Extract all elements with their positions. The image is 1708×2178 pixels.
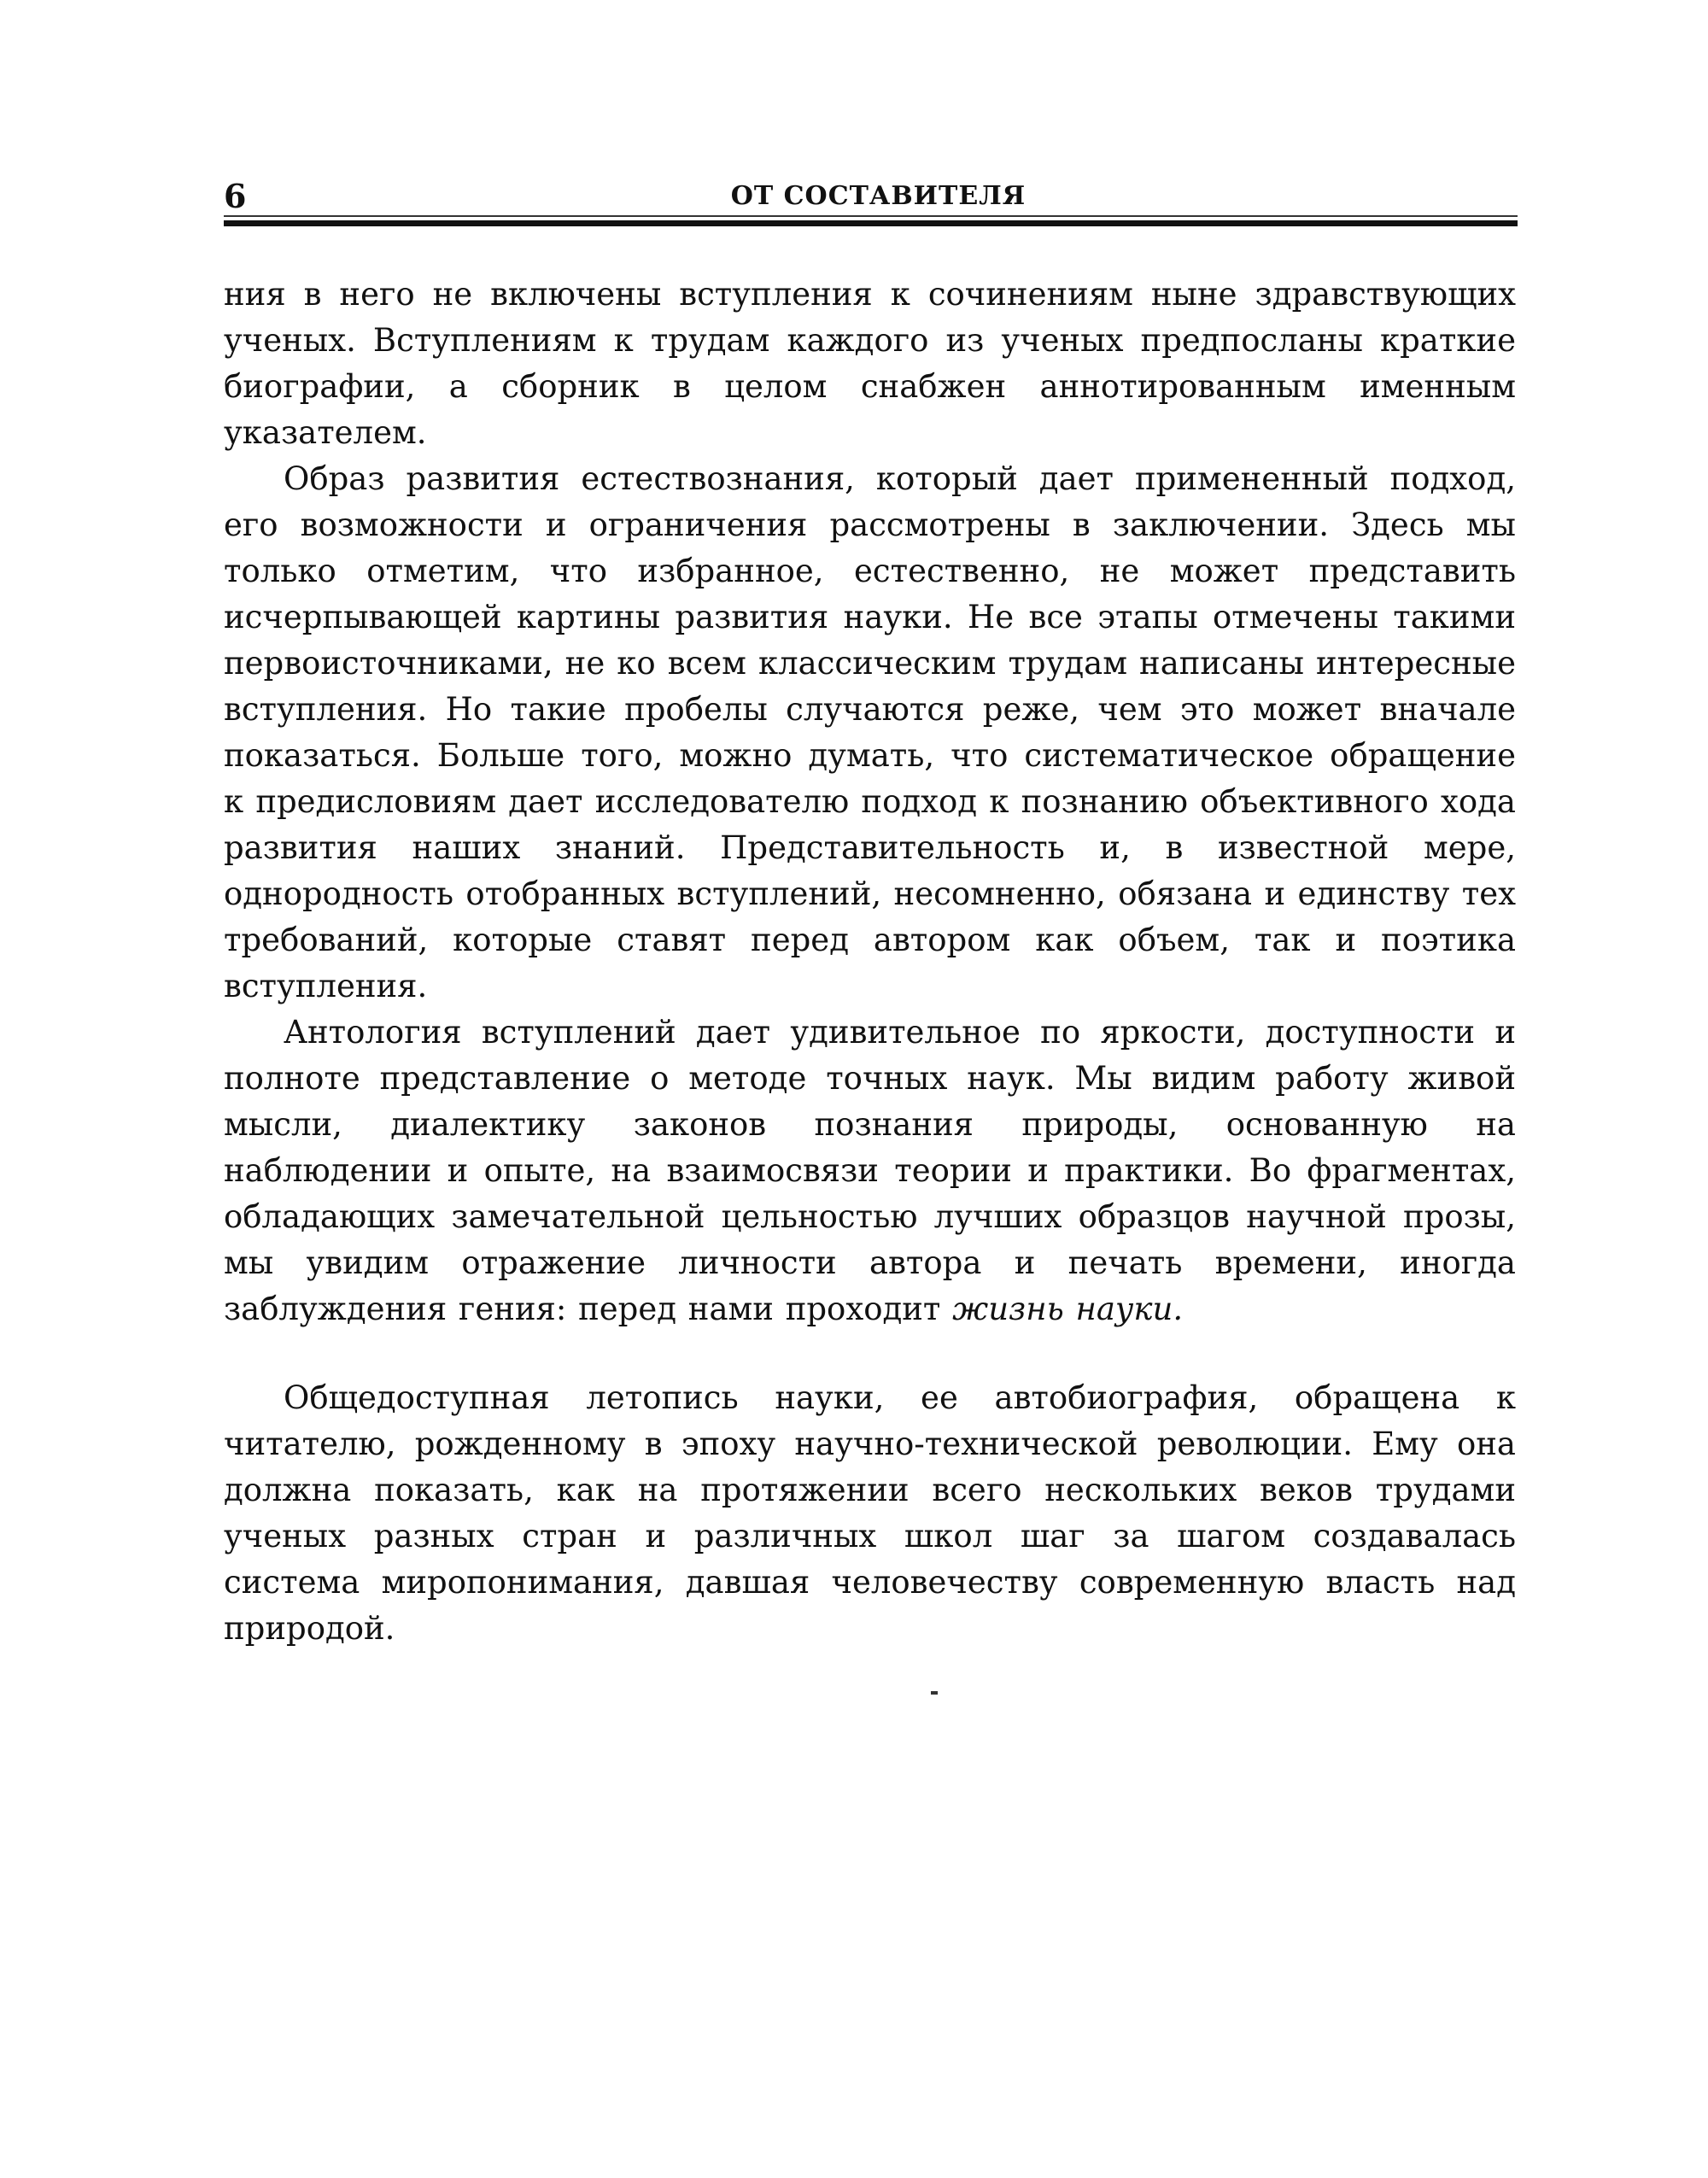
- print-speck: [931, 1691, 938, 1695]
- paragraph-natural-science-image: Образ развития естествознания, который дает примененный подход, его возможности и ограничения рассмотрены в заключении. Здесь мы только отметим, что избранное, естественно, не может представить исчерпывающей картины развития науки. Не все этапы отмечены такими первоисточниками, не ко всем классическим трудам написаны интересные вступления. Но такие пробелы случаются реже, чем это может вначале показаться. Больше того, можно думать, что систематическое обращение к предисловиям дает исследователю подход к познанию объективного хода развития наших знаний. Представительность и, в известной мере, однородность отобранных вступлений, несомненно, обязана и единству тех требований, которые ставят перед автором как объем, так и поэтика вступления.: [224, 460, 1516, 1004]
- running-head-title: ОТ СОСТАВИТЕЛЯ: [730, 181, 1027, 211]
- paragraph-anthology: [224, 1010, 1516, 1332]
- header-rule: [224, 220, 1518, 226]
- paragraph-anthology-text: Антология вступлений дает удивительное по яркости, доступности и полноте представление о методе точных наук. Мы видим работу живой мысли, диалектику законов познания природы, основанную на наблюдении и опыте, на взаимосвязи теории и практики. Во фрагментах, обладающих замечательной цельностью лучших образцов научной прозы, мы увидим отражение личности автора и печать времени, иногда заблуждения гения: перед нами проходит: [224, 1014, 1516, 1327]
- page-number: 6: [224, 177, 247, 215]
- life-of-science-italic: жизнь науки.: [952, 1291, 1184, 1327]
- paragraph-chronicle: Общедоступная летопись науки, ее автобиография, обращена к читателю, рожденному в эпоху научно-технической революции. Ему она должна показать, как на протяжении всего нескольких веков трудами ученых разных стран и различных школ шаг за шагом создавалась система миропонимания, давшая человечеству современную власть над природой.: [224, 1379, 1516, 1647]
- running-head: [224, 175, 1516, 218]
- body-text: [224, 272, 1516, 1652]
- paragraph-continuation: ния в него не включены вступления к сочинениям ныне здравствующих ученых. Вступлениям к трудам каждого из ученых предпосланы краткие биографии, а сборник в целом снабжен аннотированным именным указателем.: [224, 276, 1516, 451]
- header-rule-thin: [224, 215, 1518, 217]
